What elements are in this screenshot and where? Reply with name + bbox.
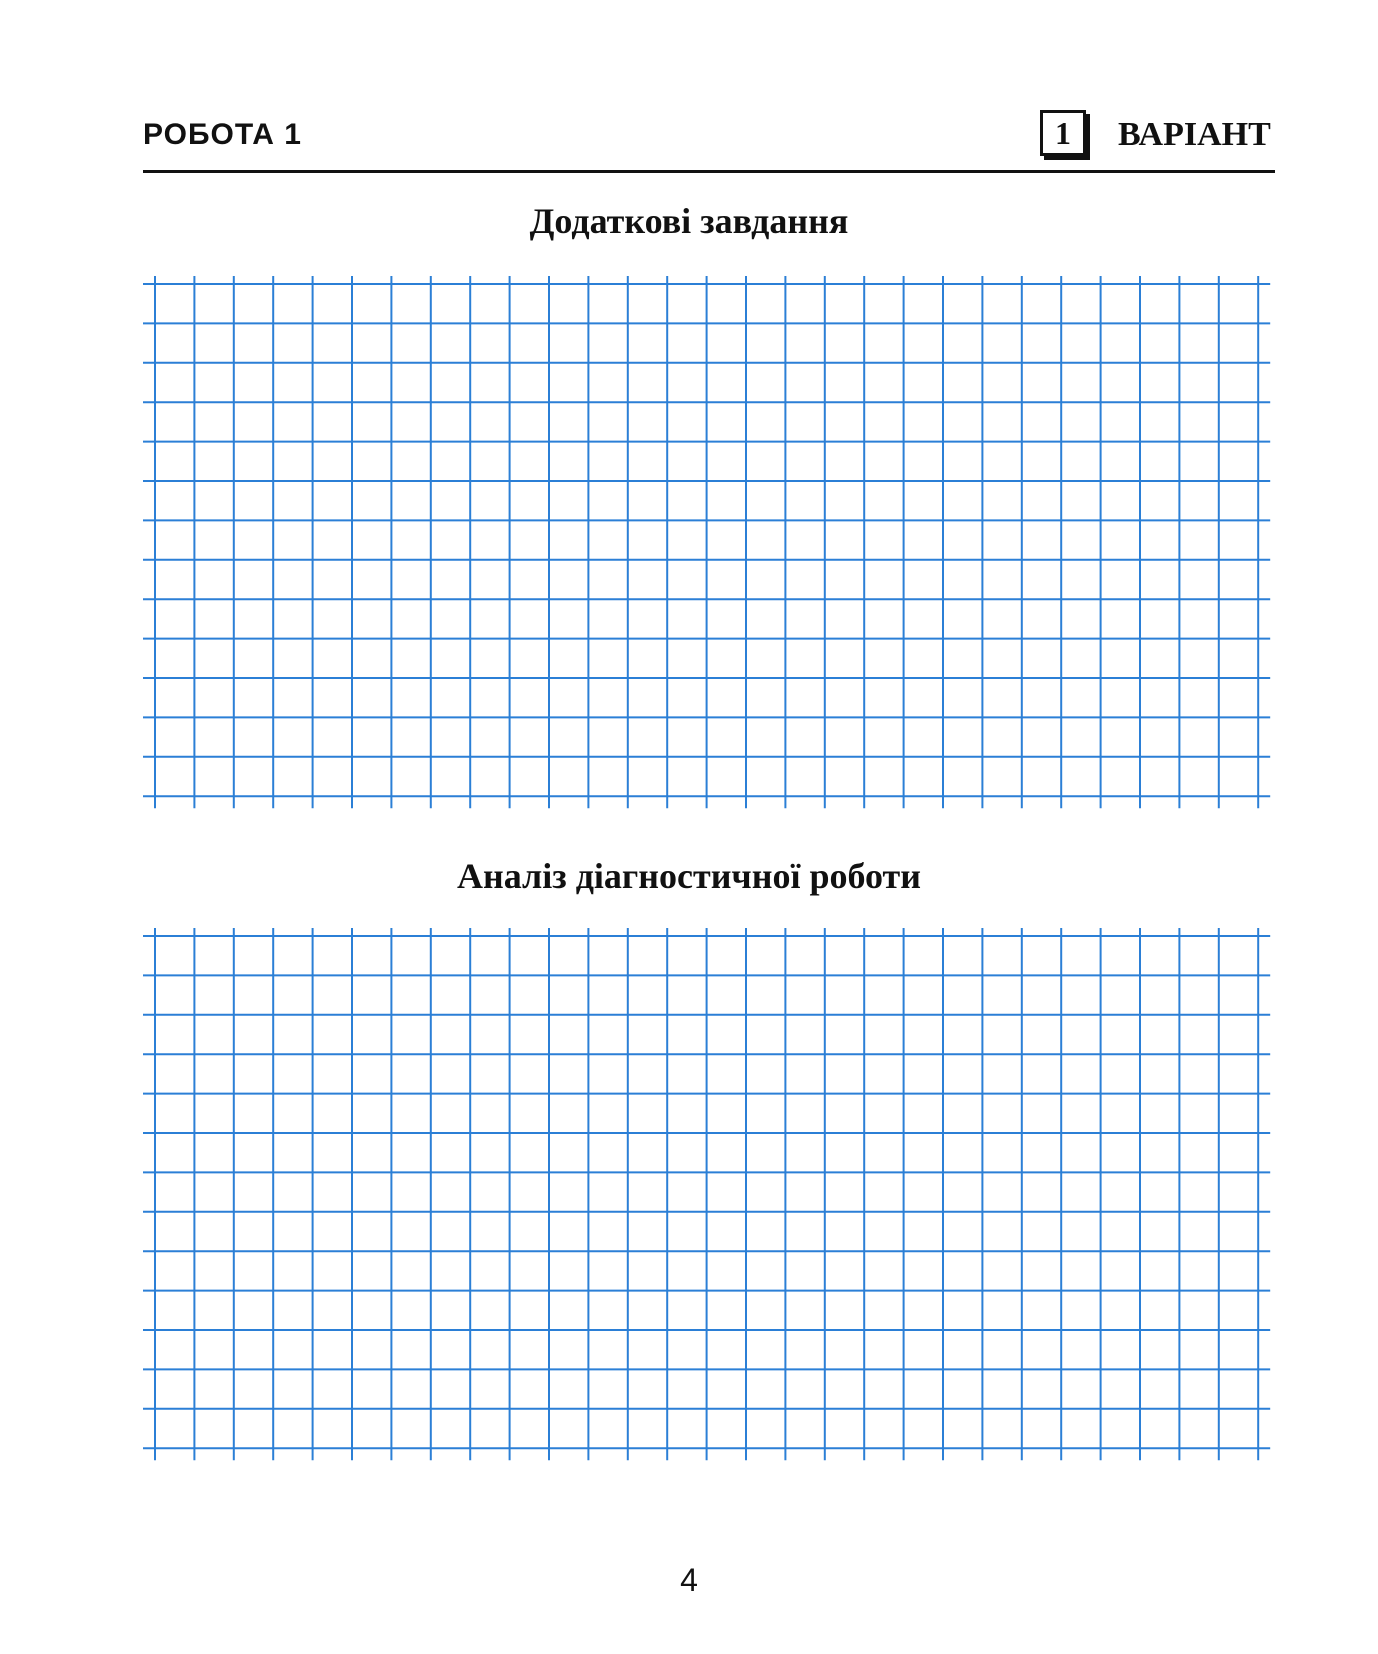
header-rule <box>143 170 1275 173</box>
grid-additional-tasks[interactable] <box>143 276 1275 814</box>
page-number: 4 <box>680 1562 698 1598</box>
variant-label: ВАРІАНТ <box>1118 116 1271 153</box>
section-title-analysis: Аналіз діагностичної роботи <box>457 856 921 896</box>
variant-number-box: 1 <box>1040 110 1086 156</box>
header-left-title: РОБОТА 1 <box>143 118 302 151</box>
section-title-additional-tasks: Додаткові завдання <box>529 201 849 241</box>
grid-analysis[interactable] <box>143 928 1275 1466</box>
